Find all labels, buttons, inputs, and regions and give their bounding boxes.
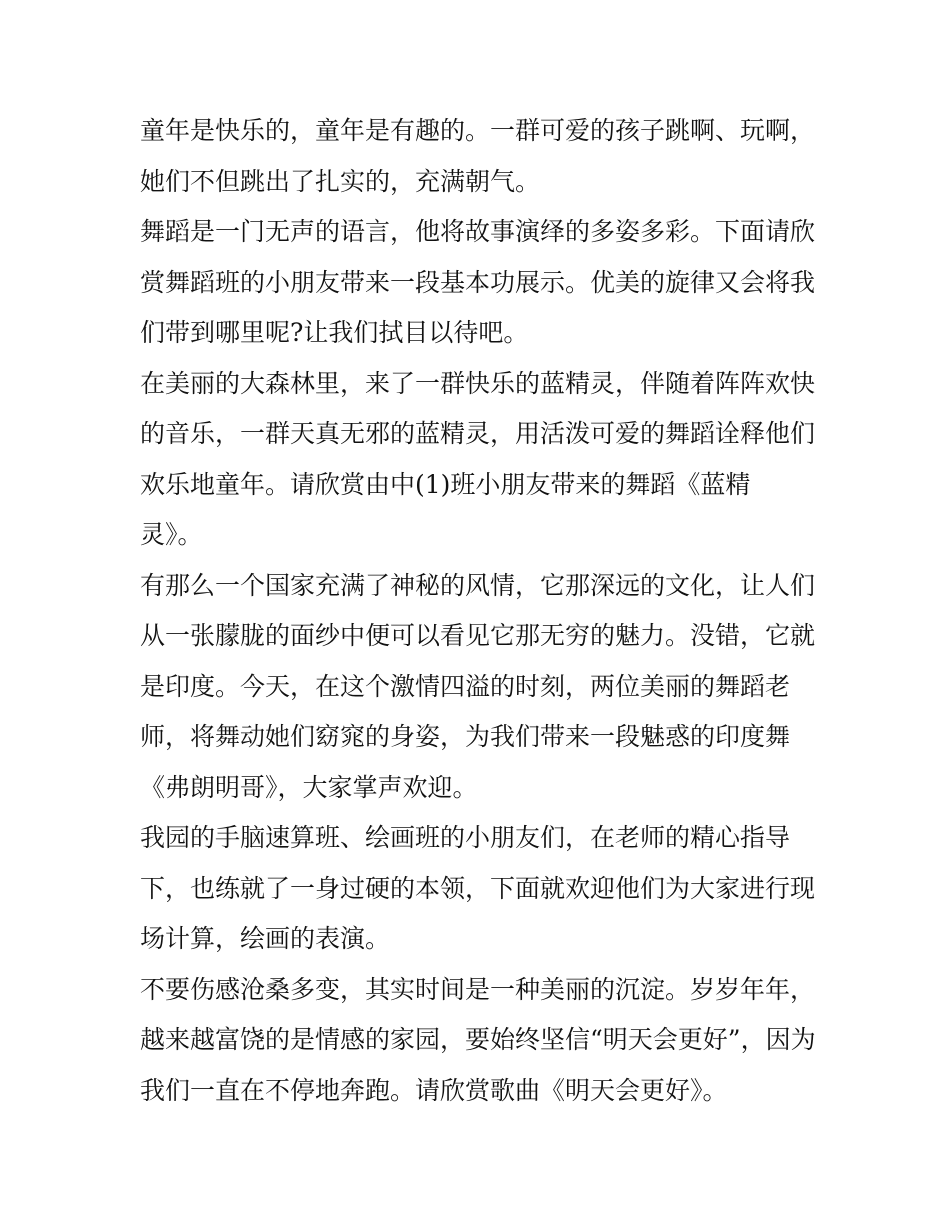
text-line: 们带到哪里呢?让我们拭目以待吧。 bbox=[140, 318, 529, 347]
text-line: 是印度。今天，在这个激情四溢的时刻，两位美丽的舞蹈老 bbox=[140, 671, 791, 701]
text-line: 场计算，绘画的表演。 bbox=[140, 924, 391, 953]
text-line: 下，也练就了一身过硬的本领，下面就欢迎他们为大家进行现 bbox=[140, 873, 816, 903]
text-line: 赏舞蹈班的小朋友带来一段基本功展示。优美的旋律又会将我 bbox=[140, 267, 816, 297]
paragraph-dance-basics bbox=[140, 207, 820, 359]
text-line: 她们不但跳出了扎实的，充满朝气。 bbox=[140, 166, 541, 196]
text-line: 越来越富饶的是情感的家园，要始终坚信“明天会更好”，因为 bbox=[140, 1025, 816, 1054]
paragraph-smurfs bbox=[140, 359, 820, 561]
text-line: 有那么一个国家充满了神秘的风情，它那深远的文化，让人们 bbox=[140, 570, 816, 600]
paragraph-better-tomorrow bbox=[140, 965, 820, 1117]
text-line: 我园的手脑速算班、绘画班的小朋友们，在老师的精心指导 bbox=[140, 823, 791, 852]
text-line: 不要伤感沧桑多变，其实时间是一种美丽的沉淀。岁岁年年， bbox=[140, 974, 816, 1004]
text-line: 灵》。 bbox=[140, 520, 203, 549]
text-line: 我们一直在不停地奔跑。请欣赏歌曲《明天会更好》。 bbox=[140, 1075, 728, 1105]
text-line: 《弗朗明哥》，大家掌声欢迎。 bbox=[140, 772, 478, 802]
paragraph-childhood bbox=[140, 106, 820, 207]
paragraph-mental-math bbox=[140, 813, 820, 965]
text-line: 的音乐，一群天真无邪的蓝精灵，用活泼可爱的舞蹈诠释他们 bbox=[140, 419, 816, 448]
text-line: 欢乐地童年。请欣赏由中(1)班小朋友带来的舞蹈《蓝精 bbox=[140, 469, 751, 499]
text-line: 在美丽的大森林里，来了一群快乐的蓝精灵，伴随着阵阵欢快 bbox=[140, 368, 816, 398]
text-line: 童年是快乐的，童年是有趣的。一群可爱的孩子跳啊、玩啊， bbox=[140, 116, 816, 145]
text-line: 从一张朦胧的面纱中便可以看见它那无穷的魅力。没错，它就 bbox=[140, 621, 816, 650]
text-line: 师，将舞动她们窈窕的身姿，为我们带来一段魅惑的印度舞 bbox=[140, 722, 791, 751]
document-body bbox=[140, 106, 820, 1116]
paragraph-indian-dance bbox=[140, 561, 820, 814]
text-line: 舞蹈是一门无声的语言，他将故事演绎的多姿多彩。下面请欣 bbox=[140, 217, 816, 246]
